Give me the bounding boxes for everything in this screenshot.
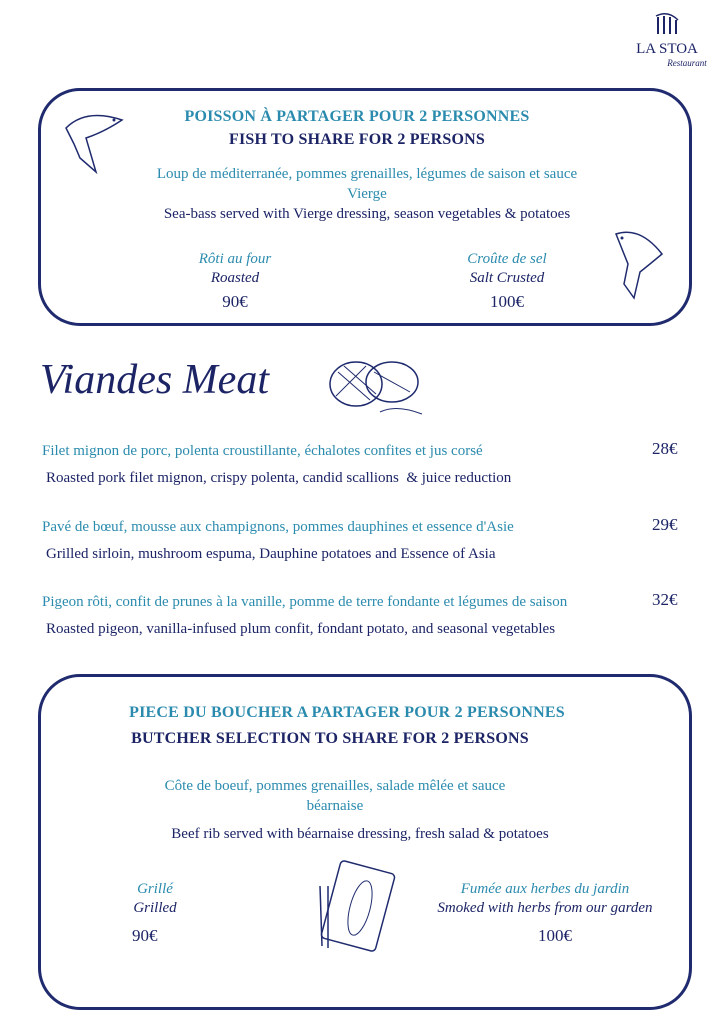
meat-item-price: 28€ bbox=[652, 439, 678, 458]
fish-title-fr: POISSON À PARTAGER POUR 2 PERSONNES bbox=[184, 108, 530, 125]
option-fr: Grillé bbox=[137, 881, 173, 897]
option-price: 100€ bbox=[538, 926, 572, 945]
butcher-option bbox=[90, 880, 220, 918]
columns-logo-icon bbox=[654, 12, 680, 36]
meat-item bbox=[42, 441, 682, 488]
option-price: 90€ bbox=[222, 292, 248, 311]
option-price: 100€ bbox=[490, 292, 524, 311]
option-en: Salt Crusted bbox=[469, 270, 545, 286]
logo-name: LA STOA bbox=[636, 41, 698, 57]
option-price: 90€ bbox=[132, 926, 158, 945]
option-en: Roasted bbox=[210, 270, 260, 286]
fish-option bbox=[160, 250, 310, 312]
logo-subtitle: Restaurant bbox=[667, 58, 707, 68]
butcher-title-fr: PIECE DU BOUCHER A PARTAGER POUR 2 PERSONNES bbox=[129, 704, 565, 721]
butcher-desc-fr: Côte de boeuf, pommes grenailles, salade mêlée et sauce béarnaise bbox=[164, 778, 506, 814]
fish-desc-en: Sea-bass served with Vierge dressing, season vegetables & potatoes bbox=[163, 206, 571, 222]
steak-icon bbox=[326, 352, 426, 424]
fish-title-en: FISH TO SHARE FOR 2 PERSONS bbox=[229, 131, 485, 148]
meat-item-price: 32€ bbox=[652, 590, 678, 609]
meat-item bbox=[42, 592, 682, 639]
meat-item-fr: Pavé de bœuf, mousse aux champignons, pommes dauphines et essence d'Asie bbox=[42, 519, 514, 535]
meat-item-en: Roasted pork filet mignon, crispy polenta, candid scallions & juice reduction bbox=[46, 470, 512, 486]
meat-item-price: 29€ bbox=[652, 515, 678, 534]
option-fr: Fumée aux herbes du jardin bbox=[460, 881, 630, 897]
butcher-desc-en: Beef rib served with béarnaise dressing, fresh salad & potatoes bbox=[171, 826, 549, 842]
carving-board-icon bbox=[310, 856, 400, 956]
fish-icon bbox=[610, 224, 674, 302]
option-en: Grilled bbox=[133, 900, 177, 916]
option-en: Smoked with herbs from our garden bbox=[437, 900, 653, 916]
fish-option bbox=[432, 250, 582, 312]
meat-item-en: Roasted pigeon, vanilla-infused plum confit, fondant potato, and seasonal vegetables bbox=[46, 621, 556, 637]
meat-list bbox=[42, 441, 682, 639]
meat-heading: Viandes Meat bbox=[40, 357, 269, 403]
logo bbox=[622, 12, 712, 69]
meat-item bbox=[42, 517, 682, 564]
meat-item-fr: Filet mignon de porc, polenta croustillante, échalotes confites et jus corsé bbox=[42, 443, 483, 459]
butcher-title-en: BUTCHER SELECTION TO SHARE FOR 2 PERSONS bbox=[131, 730, 529, 747]
meat-item-fr: Pigeon rôti, confit de prunes à la vanille, pomme de terre fondante et légumes de saison bbox=[42, 594, 568, 610]
option-fr: Rôti au four bbox=[198, 251, 272, 267]
meat-item-en: Grilled sirloin, mushroom espuma, Dauphine potatoes and Essence of Asia bbox=[46, 546, 496, 562]
option-fr: Croûte de sel bbox=[467, 251, 547, 267]
butcher-option bbox=[410, 880, 680, 918]
fish-desc-fr: Loup de méditerranée, pommes grenailles, légumes de saison et sauce Vierge bbox=[156, 166, 578, 202]
